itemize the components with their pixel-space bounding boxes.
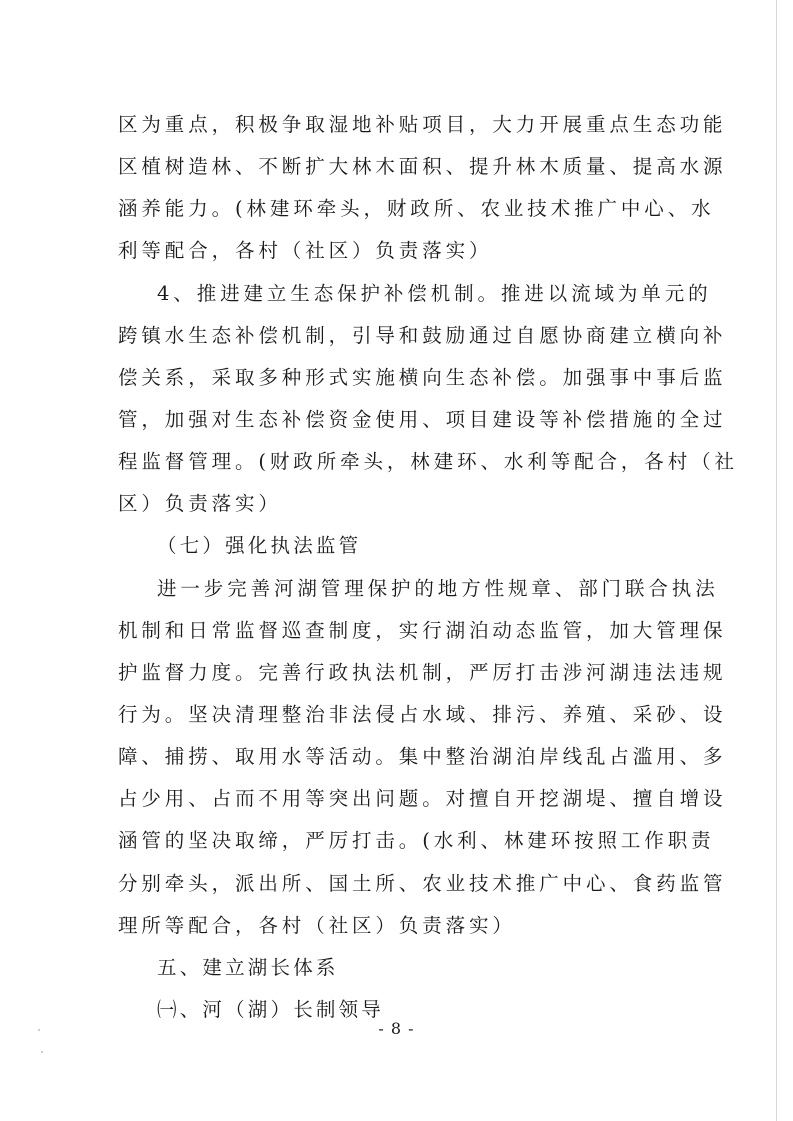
scan-speck (41, 1051, 43, 1053)
paragraph-line: 偿关系，采取多种形式实施横向生态补偿。加强事中事后监 (118, 366, 727, 389)
subsection-heading: ㈠、河（湖）长制领导 (157, 998, 385, 1021)
paragraph-line: 程监督管理。(财政所牵头，林建环、水利等配合，各村（社 (118, 450, 738, 473)
paragraph-line: 利等配合，各村（社区）负责落实） (118, 239, 493, 262)
paragraph-line: 机制和日常监督巡查制度，实行湖泊动态监管，加大管理保 (118, 619, 727, 642)
section-heading: （七）强化执法监管 (157, 534, 362, 557)
paragraph-line: 理所等配合，各村（社区）负责落实） (118, 914, 516, 937)
paragraph-line: 进一步完善河湖管理保护的地方性规章、部门联合执法 (157, 577, 719, 600)
paragraph-line: 区植树造林、不断扩大林木面积、提升林木质量、提高水源 (118, 155, 727, 178)
scan-edge-line (776, 0, 777, 1121)
paragraph-line: 4、推进建立生态保护补偿机制。推进以流域为单元的 (157, 282, 712, 305)
paragraph-line: 涵养能力。(林建环牵头，财政所、农业技术推广中心、水 (118, 197, 715, 220)
paragraph-line: 护监督力度。完善行政执法机制，严厉打击涉河湖违法违规 (118, 661, 727, 684)
paragraph-line: 区为重点，积极争取湿地补贴项目，大力开展重点生态功能 (118, 113, 727, 136)
paragraph-line: 行为。坚决清理整治非法侵占水域、排污、养殖、采砂、设 (118, 703, 727, 726)
paragraph-line: 管，加强对生态补偿资金使用、项目建设等补偿措施的全过 (118, 408, 727, 431)
paragraph-line: 分别牵头，派出所、国土所、农业技术推广中心、食药监管 (118, 872, 727, 895)
paragraph-line: 占少用、占而不用等突出问题。对擅自开挖湖堤、擅自增设 (118, 787, 727, 810)
page-number: - 8 - (378, 1019, 415, 1038)
paragraph-line: 障、捕捞、取用水等活动。集中整治湖泊岸线乱占滥用、多 (118, 745, 727, 768)
paragraph-line: 跨镇水生态补偿机制，引导和鼓励通过自愿协商建立横向补 (118, 324, 727, 347)
section-heading: 五、建立湖长体系 (157, 956, 339, 979)
paragraph-line: 涵管的坚决取缔，严厉打击。(水利、林建环按照工作职责 (118, 829, 715, 852)
paragraph-line: 区）负责落实） (118, 492, 282, 515)
